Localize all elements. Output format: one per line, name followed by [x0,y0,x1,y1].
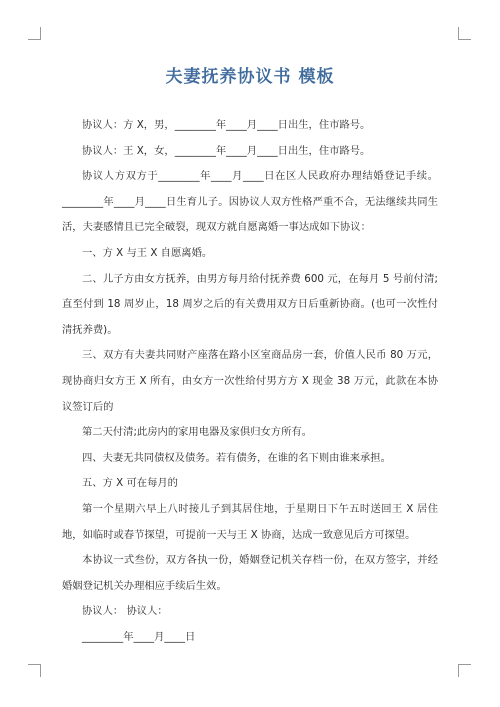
crop-mark-bottom-right [458,664,471,677]
document-title: 夫妻抚养协议书 模板 [165,67,335,87]
marriage-background: 协议人方双方于________年____月____日在区人民政府办理结婚登记手续。________年____月____日生育儿子。因协议人双方性格严重不合，无法继续共同生活，夫妻感情且已完全破裂，现双方就自愿离婚一事达成如下协议： [62,170,438,234]
document-body [62,113,438,650]
crop-mark-bottom-left [28,664,41,677]
crop-mark-top-right [458,27,471,40]
party-b-line: 协议人：王 X，女，________年____月____日出生，住市路号。 [82,144,371,157]
clause-2: 二、儿子方由女方抚养，由男方每月给付抚养费 600 元，在每月 5 号前付清;直至付到 18 周岁止，18 周岁之后的有关费用双方日后重新协商。(也可一次性付清抚养费)。 [62,272,438,336]
crop-mark-top-left [28,27,41,40]
date-line: ________年____月____日 [82,630,196,643]
clause-5: 五、方 X 可在每月的 [82,477,178,490]
signature-line: 协议人： 协议人： [82,605,168,618]
copies-clause: 本协议一式叁份，双方各执一份，婚姻登记机关存档一份，在双方签字，并经婚姻登记机关办理相应手续后生效。 [62,554,438,592]
clause-5-continued: 第一个星期六早上八时接儿子到其居住地，于星期日下午五时送回王 X 居住地，如临时或春节探望，可提前一天与王 X 协商，达成一致意见后方可探望。 [62,502,438,541]
clause-3: 三、双方有夫妻共同财产座落在路小区室商品房一套，价值人民币 80 万元，现协商归女方王 X 所有，由女方一次性给付男方方 X 现金 38 万元，此款在本协议签订后的 [62,349,438,413]
clause-4: 四、夫妻无共同债权及债务。若有债务，在谁的名下则由谁来承担。 [82,451,391,464]
party-a-line: 协议人：方 X，男，________年____月____日出生，住市路号。 [82,119,371,131]
clause-3-continued: 第二天付清;此房内的家用电器及家俱归女方所有。 [82,426,312,439]
clause-1: 一、方 X 与王 X 自愿离婚。 [82,246,213,259]
